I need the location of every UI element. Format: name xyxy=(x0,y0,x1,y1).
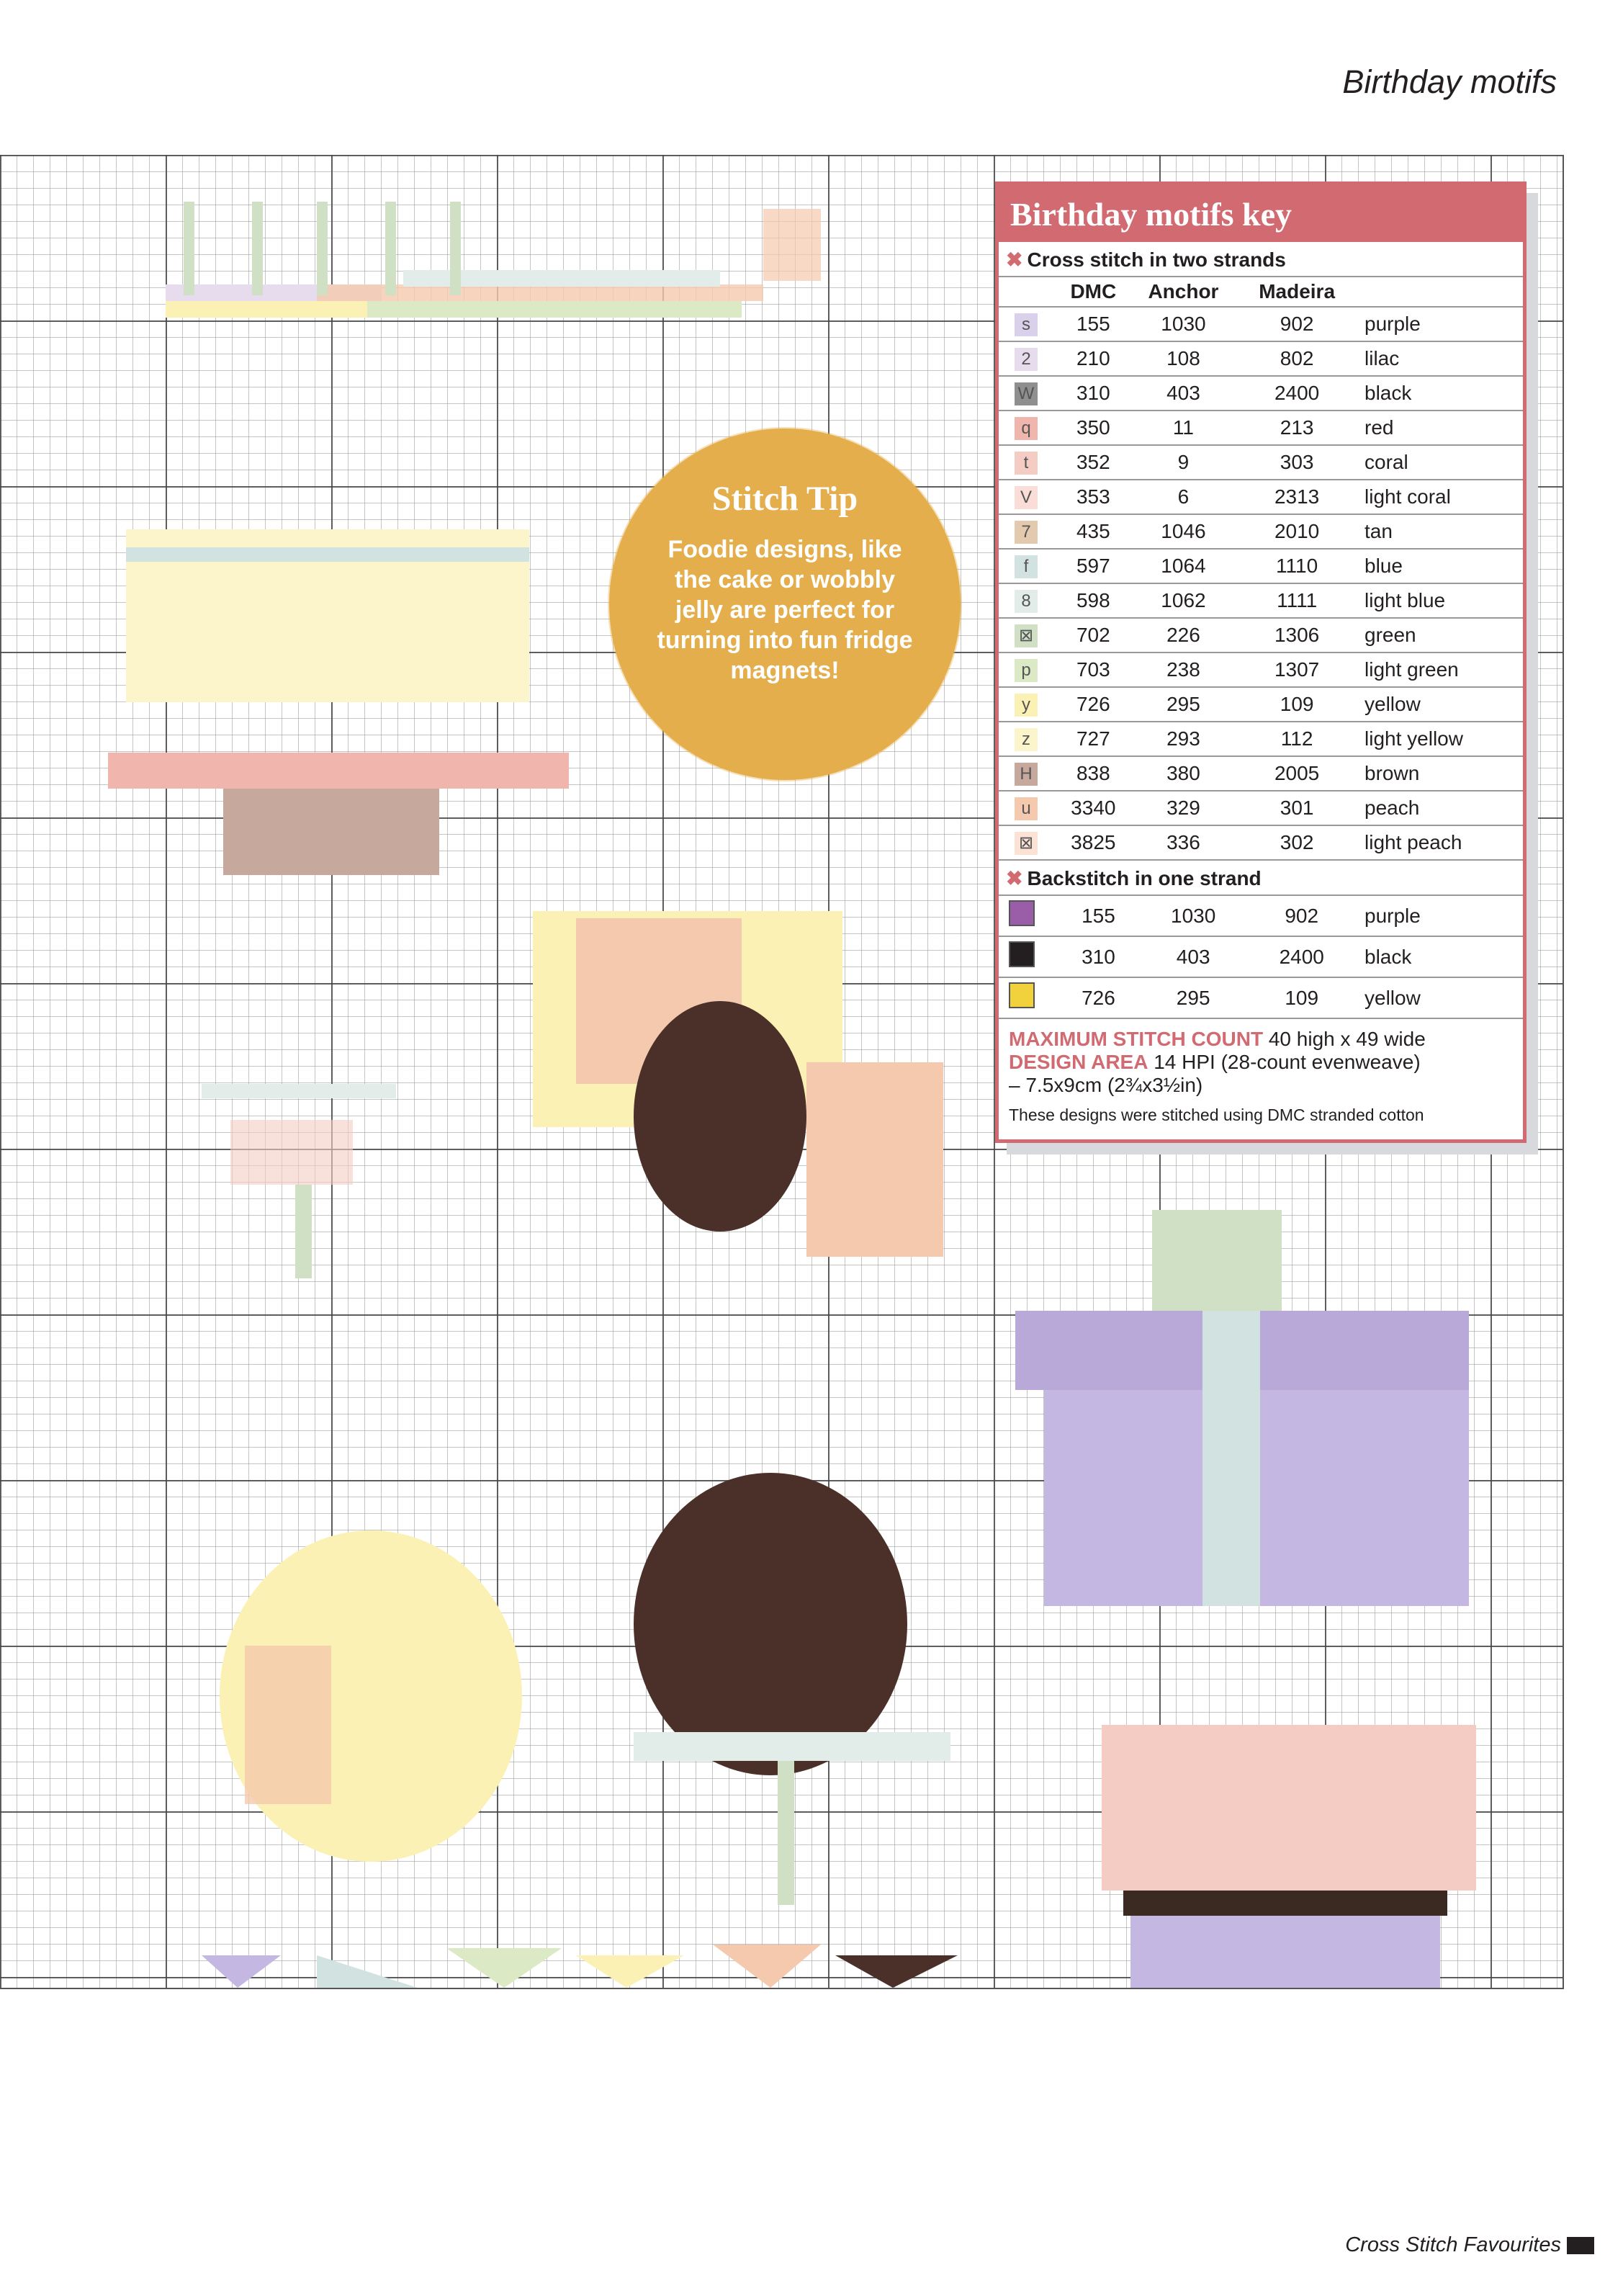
colour-name: black xyxy=(1356,376,1523,411)
dmc-value: 703 xyxy=(1058,653,1129,687)
backstitch-line-icon xyxy=(1009,941,1035,967)
key-row xyxy=(999,722,1523,756)
design-area-label: DESIGN AREA xyxy=(1009,1051,1148,1073)
dmc-value: 210 xyxy=(1058,341,1129,376)
header-anchor: Anchor xyxy=(1129,277,1238,307)
key-row xyxy=(999,307,1523,341)
symbol-text: q xyxy=(1015,417,1038,440)
anchor-value: 1030 xyxy=(1129,307,1238,341)
key-row xyxy=(999,583,1523,618)
anchor-value: 403 xyxy=(1139,936,1248,977)
key-row xyxy=(999,341,1523,376)
symbol-text: p xyxy=(1015,659,1038,682)
backstitch-swatch xyxy=(999,896,1058,936)
motif-garland-top xyxy=(166,209,821,318)
motif-gift xyxy=(1015,1210,1469,1606)
symbol-text: 7 xyxy=(1015,521,1038,544)
anchor-value: 293 xyxy=(1129,722,1238,756)
table-header-row xyxy=(999,277,1523,307)
backstitch-row xyxy=(999,936,1523,977)
header-madeira: Madeira xyxy=(1238,277,1356,307)
backstitch-heading-text: Backstitch in one strand xyxy=(1027,867,1262,889)
dmc-value: 310 xyxy=(1058,376,1129,411)
madeira-value: 2313 xyxy=(1238,480,1356,514)
symbol-swatch xyxy=(999,722,1058,756)
madeira-value: 2400 xyxy=(1247,936,1356,977)
design-area-size: – 7.5x9cm (2¾x3½in) xyxy=(1009,1074,1203,1096)
dmc-value: 598 xyxy=(1058,583,1129,618)
key-row xyxy=(999,791,1523,825)
key-panel xyxy=(995,181,1527,1143)
stitch-tip-circle xyxy=(609,429,961,780)
madeira-value: 303 xyxy=(1238,445,1356,480)
anchor-value: 11 xyxy=(1129,411,1238,445)
symbol-text: t xyxy=(1015,452,1038,475)
dmc-value: 702 xyxy=(1058,618,1129,653)
colour-name: yellow xyxy=(1356,687,1523,722)
motif-bunting xyxy=(202,1945,958,1988)
madeira-value: 2005 xyxy=(1238,756,1356,791)
cross-stitch-heading xyxy=(999,242,1523,277)
symbol-text: H xyxy=(1015,763,1038,786)
anchor-value: 1064 xyxy=(1129,549,1238,583)
anchor-value: 295 xyxy=(1139,977,1248,1018)
dmc-value: 3825 xyxy=(1058,825,1129,860)
dmc-value: 353 xyxy=(1058,480,1129,514)
anchor-value: 295 xyxy=(1129,687,1238,722)
madeira-value: 802 xyxy=(1238,341,1356,376)
madeira-value: 302 xyxy=(1238,825,1356,860)
key-stats xyxy=(999,1019,1523,1139)
dmc-value: 726 xyxy=(1058,687,1129,722)
key-row xyxy=(999,618,1523,653)
cross-stitch-rows xyxy=(999,307,1523,860)
dmc-value: 726 xyxy=(1058,977,1139,1018)
anchor-value: 1030 xyxy=(1139,896,1248,936)
symbol-swatch xyxy=(999,618,1058,653)
colour-name: brown xyxy=(1356,756,1523,791)
symbol-text: V xyxy=(1015,486,1038,509)
backstitch-row xyxy=(999,977,1523,1018)
colour-name: light blue xyxy=(1356,583,1523,618)
symbol-text: y xyxy=(1015,694,1038,717)
madeira-value: 1306 xyxy=(1238,618,1356,653)
anchor-value: 226 xyxy=(1129,618,1238,653)
key-row xyxy=(999,687,1523,722)
symbol-text: u xyxy=(1015,797,1038,820)
anchor-value: 403 xyxy=(1129,376,1238,411)
dmc-value: 3340 xyxy=(1058,791,1129,825)
madeira-value: 1110 xyxy=(1238,549,1356,583)
symbol-text: ⊠ xyxy=(1015,624,1038,647)
colour-name: light coral xyxy=(1356,480,1523,514)
page-number-block xyxy=(1567,2237,1594,2254)
colour-name: purple xyxy=(1356,307,1523,341)
backstitch-heading xyxy=(999,861,1523,896)
header-name xyxy=(1356,277,1523,307)
symbol-swatch xyxy=(999,411,1058,445)
key-row xyxy=(999,653,1523,687)
madeira-value: 902 xyxy=(1238,307,1356,341)
key-row xyxy=(999,411,1523,445)
backstitch-swatch xyxy=(999,936,1058,977)
colour-name: light yellow xyxy=(1356,722,1523,756)
anchor-value: 1046 xyxy=(1129,514,1238,549)
madeira-value: 2400 xyxy=(1238,376,1356,411)
colour-name: lilac xyxy=(1356,341,1523,376)
dmc-value: 597 xyxy=(1058,549,1129,583)
madeira-value: 2010 xyxy=(1238,514,1356,549)
backstitch-rows xyxy=(999,896,1523,1018)
symbol-swatch xyxy=(999,756,1058,791)
anchor-value: 1062 xyxy=(1129,583,1238,618)
key-row xyxy=(999,825,1523,860)
page-heading: Birthday motifs xyxy=(1342,63,1557,100)
dmc-value: 352 xyxy=(1058,445,1129,480)
symbol-swatch xyxy=(999,549,1058,583)
cross-stitch-heading-text: Cross stitch in two strands xyxy=(1027,248,1286,271)
max-stitch-count xyxy=(1009,1028,1513,1051)
colour-name: purple xyxy=(1356,896,1523,936)
symbol-swatch xyxy=(999,307,1058,341)
anchor-value: 108 xyxy=(1129,341,1238,376)
key-row xyxy=(999,445,1523,480)
colour-name: coral xyxy=(1356,445,1523,480)
anchor-value: 336 xyxy=(1129,825,1238,860)
backstitch-swatch xyxy=(999,977,1058,1018)
header-dmc: DMC xyxy=(1058,277,1129,307)
colour-name: light green xyxy=(1356,653,1523,687)
dmc-value: 155 xyxy=(1058,896,1139,936)
colour-name: green xyxy=(1356,618,1523,653)
madeira-value: 109 xyxy=(1238,687,1356,722)
dmc-value: 435 xyxy=(1058,514,1129,549)
anchor-value: 9 xyxy=(1129,445,1238,480)
madeira-value: 301 xyxy=(1238,791,1356,825)
cross-icon: ✖ xyxy=(1006,248,1023,271)
anchor-value: 6 xyxy=(1129,480,1238,514)
cross-stitch-table xyxy=(999,277,1523,861)
footer-text: Cross Stitch Favourites xyxy=(1345,2233,1561,2256)
symbol-swatch xyxy=(999,791,1058,825)
symbol-text: z xyxy=(1015,728,1038,751)
cross-icon: ✖ xyxy=(1006,867,1023,889)
header-symbol xyxy=(999,277,1058,307)
max-stitch-label: MAXIMUM STITCH COUNT xyxy=(1009,1028,1264,1050)
key-row xyxy=(999,480,1523,514)
key-row xyxy=(999,549,1523,583)
madeira-value: 213 xyxy=(1238,411,1356,445)
madeira-value: 1307 xyxy=(1238,653,1356,687)
dmc-value: 350 xyxy=(1058,411,1129,445)
colour-name: red xyxy=(1356,411,1523,445)
anchor-value: 329 xyxy=(1129,791,1238,825)
motif-chick xyxy=(220,1530,522,1862)
motif-balloons xyxy=(533,911,943,1257)
anchor-value: 238 xyxy=(1129,653,1238,687)
symbol-swatch xyxy=(999,583,1058,618)
key-row xyxy=(999,514,1523,549)
colour-name: blue xyxy=(1356,549,1523,583)
colour-name: peach xyxy=(1356,791,1523,825)
anchor-value: 380 xyxy=(1129,756,1238,791)
symbol-text: W xyxy=(1015,382,1038,405)
colour-name: yellow xyxy=(1356,977,1523,1018)
dmc-value: 838 xyxy=(1058,756,1129,791)
motif-jelly xyxy=(634,1473,950,1905)
design-area xyxy=(1009,1051,1513,1074)
design-area-value: 14 HPI (28-count evenweave) xyxy=(1154,1051,1421,1073)
symbol-swatch xyxy=(999,825,1058,860)
symbol-text: ⊠ xyxy=(1015,832,1038,855)
symbol-swatch xyxy=(999,514,1058,549)
symbol-swatch xyxy=(999,376,1058,411)
stitch-tip-title: Stitch Tip xyxy=(711,480,858,518)
colour-name: black xyxy=(1356,936,1523,977)
symbol-text: f xyxy=(1015,555,1038,578)
symbol-swatch xyxy=(999,653,1058,687)
key-row xyxy=(999,756,1523,791)
backstitch-line-icon xyxy=(1009,982,1035,1008)
symbol-swatch xyxy=(999,480,1058,514)
motif-drink-glass xyxy=(202,1084,396,1278)
symbol-text: s xyxy=(1015,313,1038,336)
symbol-swatch xyxy=(999,445,1058,480)
symbol-swatch xyxy=(999,687,1058,722)
key-note: These designs were stitched using DMC stranded cotton xyxy=(1009,1106,1424,1124)
colour-name: tan xyxy=(1356,514,1523,549)
symbol-text: 2 xyxy=(1015,348,1038,371)
dmc-value: 727 xyxy=(1058,722,1129,756)
madeira-value: 109 xyxy=(1247,977,1356,1018)
stitch-tip-body: Foodie designs, like the cake or wobbly jelly are perfect for turning into fun fridge magnets! xyxy=(657,536,913,684)
dmc-value: 310 xyxy=(1058,936,1139,977)
colour-name: light peach xyxy=(1356,825,1523,860)
madeira-value: 112 xyxy=(1238,722,1356,756)
symbol-swatch xyxy=(999,341,1058,376)
key-title: Birthday motifs key xyxy=(999,185,1523,242)
backstitch-table xyxy=(999,896,1523,1019)
key-row xyxy=(999,376,1523,411)
page-footer xyxy=(1345,2233,1594,2257)
symbol-text: 8 xyxy=(1015,590,1038,613)
backstitch-line-icon xyxy=(1009,900,1035,926)
backstitch-row xyxy=(999,896,1523,936)
motif-cupcake xyxy=(1102,1725,1476,1988)
dmc-value: 155 xyxy=(1058,307,1129,341)
max-stitch-value: 40 high x 49 wide xyxy=(1268,1028,1426,1050)
madeira-value: 902 xyxy=(1247,896,1356,936)
madeira-value: 1111 xyxy=(1238,583,1356,618)
